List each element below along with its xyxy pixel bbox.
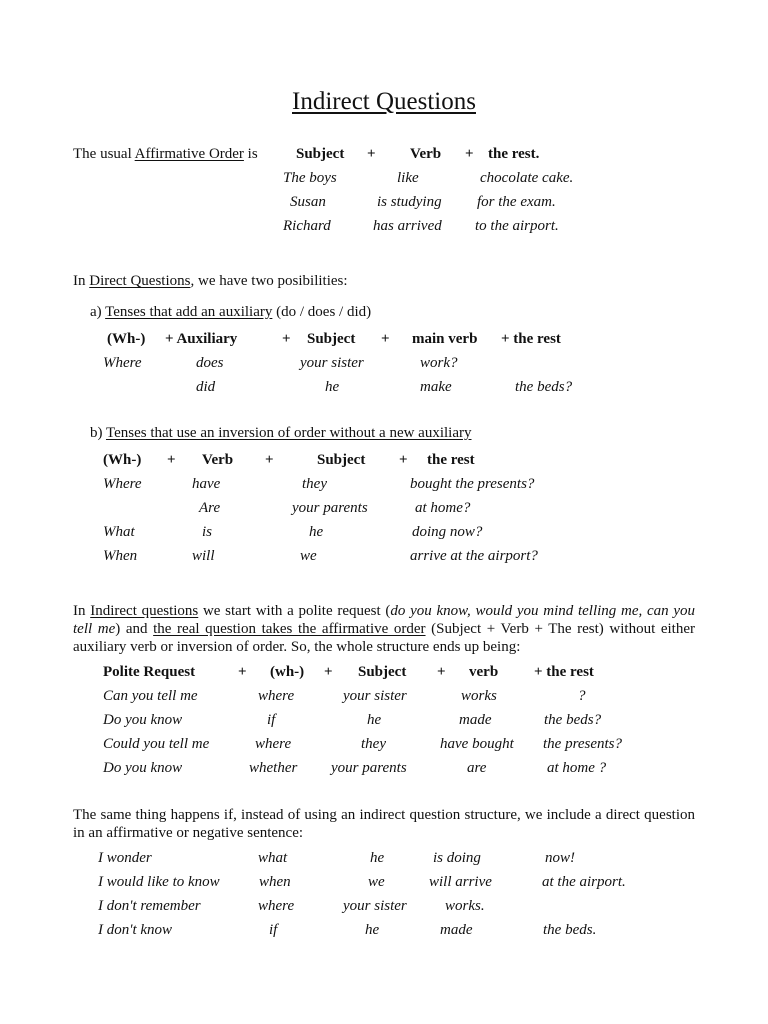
intro-text: is (243, 146, 258, 162)
a-example-aux: did (196, 379, 216, 395)
a-example-verb: make (420, 379, 452, 395)
b-example-rest: bought the presents? (410, 476, 535, 492)
d-example-subject: he (365, 922, 380, 938)
example-subject: Susan (290, 194, 326, 210)
a-example-aux: does (196, 355, 224, 371)
paragraph-text: In (73, 603, 91, 619)
d-example-clause: I would like to know (98, 874, 220, 890)
example-rest: chocolate cake. (480, 170, 574, 186)
c-example-wh: whether (249, 760, 298, 776)
c-example-request: Do you know (103, 712, 183, 728)
b-example-verb: have (192, 476, 221, 492)
header-plus: + (465, 146, 474, 162)
b-header-the-rest: the rest (427, 452, 475, 468)
b-header-plus: + (167, 452, 176, 468)
d-example-rest: the beds. (543, 922, 597, 938)
d-example-wh: if (269, 922, 278, 938)
affirmative-intro (73, 146, 258, 163)
a-example-verb: work? (420, 355, 458, 371)
a-header-subject: Subject (307, 331, 356, 347)
b-example-wh: Where (103, 476, 142, 492)
b-header-plus: + (399, 452, 408, 468)
c-example-subject: your sister (343, 688, 407, 704)
affirmative-order-term: Affirmative Order (134, 146, 244, 162)
c-example-subject: they (361, 736, 386, 752)
example-verb: is studying (377, 194, 442, 210)
c-header-subject: Subject (358, 664, 407, 680)
a-header-the-rest: + the rest (501, 331, 561, 347)
c-header-the-rest: + the rest (534, 664, 594, 680)
a-example-subject: he (325, 379, 340, 395)
d-example-clause: I don't remember (98, 898, 201, 914)
a-header-wh: (Wh-) (107, 331, 146, 347)
d-example-verb: made (440, 922, 473, 938)
indirect-questions-term: Indirect questions (90, 603, 199, 619)
b-header-wh: (Wh-) (103, 452, 142, 468)
d-example-wh: when (259, 874, 291, 890)
d-example-clause: I don't know (98, 922, 173, 938)
b-example-rest: at home? (415, 500, 471, 516)
title-text: Indirect Questions (292, 88, 476, 115)
section-label: a) (90, 304, 106, 320)
a-header-plus: + (381, 331, 390, 347)
example-subject: The boys (283, 170, 337, 186)
b-example-wh: What (103, 524, 135, 540)
d-example-rest: at the airport. (542, 874, 626, 890)
section-b-term: Tenses that use an inversion of order without a new auxiliary (105, 425, 472, 441)
paragraph-text: ) and (115, 621, 154, 637)
header-the-rest: the rest. (488, 146, 540, 162)
example-subject: Richard (283, 218, 331, 234)
b-example-rest: arrive at the airport? (410, 548, 538, 564)
d-example-clause: I wonder (98, 850, 152, 866)
b-example-verb: is (202, 524, 213, 540)
paragraph-text: (Subject + Verb + The rest) without either auxiliary verb or inversion of order. So, the whole structure ends up being: (73, 621, 695, 655)
section-b-heading (90, 425, 472, 442)
header-verb: Verb (410, 146, 442, 162)
c-example-request: Can you tell me (103, 688, 198, 704)
c-example-request: Could you tell me (103, 736, 210, 752)
d-example-verb: works. (445, 898, 485, 914)
section-a-term: Tenses that add an auxiliary (105, 304, 273, 320)
header-plus: + (367, 146, 376, 162)
section-a-heading (90, 304, 371, 321)
c-example-subject: he (367, 712, 382, 728)
example-verb: has arrived (373, 218, 442, 234)
c-example-rest: at home ? (547, 760, 607, 776)
polite-request-examples: do you know, would you mind telling me, can you tell me (73, 603, 695, 637)
d-example-wh: where (258, 898, 295, 914)
direct-questions-term: Direct Questions (89, 273, 191, 289)
page-title (0, 88, 768, 116)
c-header-wh: (wh-) (270, 664, 305, 680)
d-example-rest: now! (545, 850, 575, 866)
example-rest: for the exam. (477, 194, 556, 210)
b-example-subject: we (300, 548, 317, 564)
a-header-auxiliary: + Auxiliary (165, 331, 238, 347)
c-example-verb: works (461, 688, 497, 704)
direct-intro (73, 273, 348, 290)
c-example-verb: are (467, 760, 487, 776)
a-header-main-verb: main verb (412, 331, 478, 347)
d-example-subject: he (370, 850, 385, 866)
b-header-verb: Verb (202, 452, 234, 468)
c-example-rest: the beds? (544, 712, 602, 728)
b-example-verb: Are (199, 500, 221, 516)
b-header-plus: + (265, 452, 274, 468)
a-header-plus: + (282, 331, 291, 347)
intro-text: , we have two posibilities: (190, 273, 348, 289)
example-rest: to the airport. (475, 218, 559, 234)
b-example-subject: he (309, 524, 324, 540)
b-example-rest: doing now? (412, 524, 483, 540)
c-header-plus: + (324, 664, 333, 680)
d-example-verb: is doing (433, 850, 481, 866)
c-header-plus: + (238, 664, 247, 680)
d-example-subject: your sister (343, 898, 407, 914)
c-example-wh: where (255, 736, 292, 752)
b-example-verb: will (192, 548, 215, 564)
affirmative-order-rule: the real question takes the affirmative order (153, 621, 426, 637)
section-label: b) (90, 425, 106, 441)
c-example-request: Do you know (103, 760, 183, 776)
b-header-subject: Subject (317, 452, 366, 468)
c-header-verb: verb (469, 664, 499, 680)
c-header-plus: + (437, 664, 446, 680)
a-example-wh: Where (103, 355, 142, 371)
c-example-verb: have bought (440, 736, 514, 752)
b-example-subject: your parents (292, 500, 368, 516)
d-example-subject: we (368, 874, 385, 890)
d-example-verb: will arrive (429, 874, 492, 890)
header-subject: Subject (296, 146, 345, 162)
b-example-subject: they (302, 476, 327, 492)
c-example-rest: ? (578, 688, 586, 704)
paragraph-text: we start with a polite request ( (198, 603, 391, 619)
c-example-wh: if (267, 712, 276, 728)
a-example-rest: the beds? (515, 379, 573, 395)
c-example-rest: the presents? (543, 736, 623, 752)
same-thing-paragraph: The same thing happens if, instead of using an indirect question structure, we include a direct question in an affirmative or negative sentence: (73, 807, 695, 841)
b-example-wh: When (103, 548, 138, 564)
intro-text: In (73, 273, 90, 289)
intro-text: The usual (73, 146, 135, 162)
section-a-note: (do / does / did) (272, 304, 372, 320)
a-example-subject: your sister (300, 355, 364, 371)
example-verb: like (397, 170, 419, 186)
c-example-subject: your parents (331, 760, 407, 776)
d-example-wh: what (258, 850, 288, 866)
c-example-verb: made (459, 712, 492, 728)
c-header-polite-request: Polite Request (103, 664, 196, 680)
indirect-paragraph (73, 602, 695, 656)
c-example-wh: where (258, 688, 295, 704)
